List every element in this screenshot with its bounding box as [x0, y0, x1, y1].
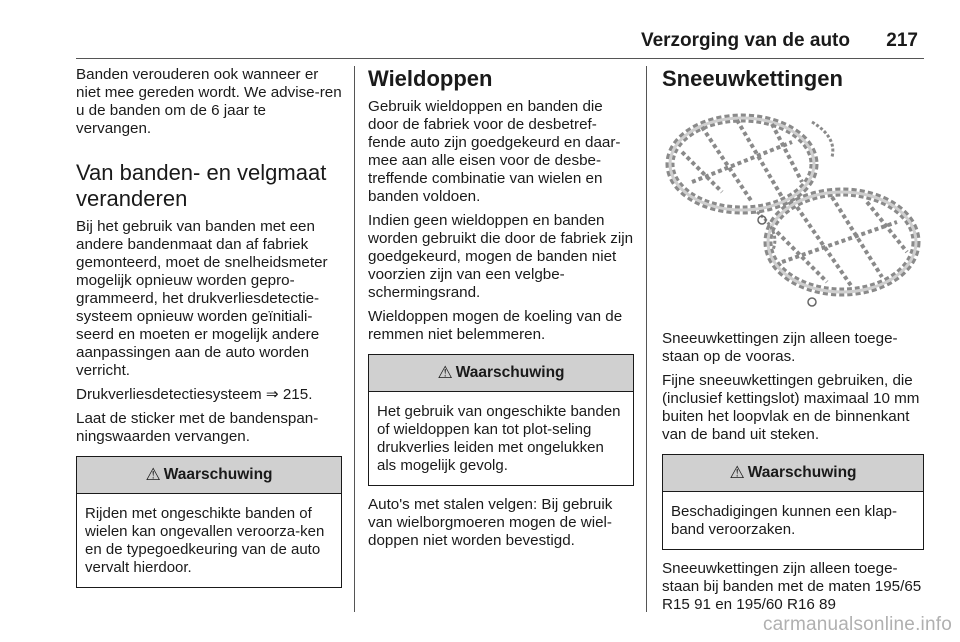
page-number: 217 [886, 30, 918, 51]
paragraph: Bij het gebruik van banden met een andere bandenmaat dan af fabriek gemonteerd, moet de snelheidsmeter mogelijk opnieuw worden gepro-grammeerd, het drukverliesdetectie-systeem opnieuw worden geïnitiali-seerd en moeten er mogelijk andere aanpassingen aan de auto worden verricht. [76, 218, 328, 379]
warning-header [369, 355, 633, 392]
warning-box [662, 454, 924, 550]
warning-title: Waarschuwing [455, 364, 565, 381]
warning-text: Beschadigingen kunnen een klap-band veroorzaken. [671, 503, 898, 538]
section-title: Verzorging van de auto [640, 30, 850, 51]
column-3 [662, 66, 924, 620]
paragraph: Fijne sneeuwkettingen gebruiken, die (inclusief kettingslot) maximaal 10 mm buiten het loopvlak en de binnenkant van de band uit steken. [662, 372, 920, 443]
warning-title: Waarschuwing [163, 466, 273, 483]
column-divider-2 [646, 66, 647, 612]
watermark: carmanualsonline.info [762, 614, 952, 635]
section-heading: Van banden- en velgmaat veranderen [76, 160, 327, 211]
paragraph: Sneeuwkettingen zijn alleen toege-staan op de vooras. [662, 330, 898, 365]
warning-box [368, 354, 634, 486]
paragraph: Laat de sticker met de bandenspan-ningswaarden vervangen. [76, 410, 319, 445]
warning-box [76, 456, 342, 588]
paragraph: Auto's met stalen velgen: Bij gebruik van wielborgmoeren mogen de wiel-doppen niet worden bevestigd. [368, 496, 613, 549]
warning-header [663, 455, 923, 492]
warning-title: Waarschuwing [747, 464, 857, 481]
warning-triangle-icon: ⚠ [145, 465, 161, 484]
page-header [0, 0, 960, 60]
section-heading: Wieldoppen [368, 66, 493, 91]
paragraph: Wieldoppen mogen de koeling van de remmen niet belemmeren. [368, 308, 623, 343]
snow-chain-illustration [662, 102, 922, 312]
warning-triangle-icon: ⚠ [729, 463, 745, 482]
warning-text: Rijden met ongeschikte banden of wielen kan ongevallen veroorza-ken en de typegoedkeuring van de auto vervalt hierdoor. [85, 505, 325, 576]
cross-reference: Drukverliesdetectiesysteem ⇒ 215. [76, 386, 313, 403]
paragraph: Banden verouderen ook wanneer er niet mee gereden wordt. We advise-ren u de banden om de 6 jaar te vervangen. [76, 66, 342, 137]
header-rule [76, 58, 924, 59]
section-heading: Sneeuwkettingen [662, 66, 843, 91]
warning-text: Het gebruik van ongeschikte banden of wieldoppen kan tot plot-seling drukverlies leiden met ongelukken als mogelijk gevolg. [377, 403, 621, 474]
warning-header [77, 457, 341, 494]
column-1 [76, 66, 342, 598]
paragraph: Gebruik wieldoppen en banden die door de fabriek voor de desbetref-fende auto zijn goedgekeurd en daar-mee aan alle eisen voor de desbe-treffende combinatie van wielen en banden voldoen. [368, 98, 621, 205]
column-2 [368, 66, 634, 556]
paragraph: Sneeuwkettingen zijn alleen toege-staan bij banden met de maten 195/65 R15 91 en 195/60 R16 89 [662, 560, 922, 613]
warning-triangle-icon: ⚠ [437, 363, 453, 382]
column-divider-1 [354, 66, 355, 612]
paragraph: Indien geen wieldoppen en banden worden gebruikt die door de fabriek zijn goedgekeurd, mogen de banden niet voorzien zijn van een velgbe-schermingsrand. [368, 212, 634, 301]
